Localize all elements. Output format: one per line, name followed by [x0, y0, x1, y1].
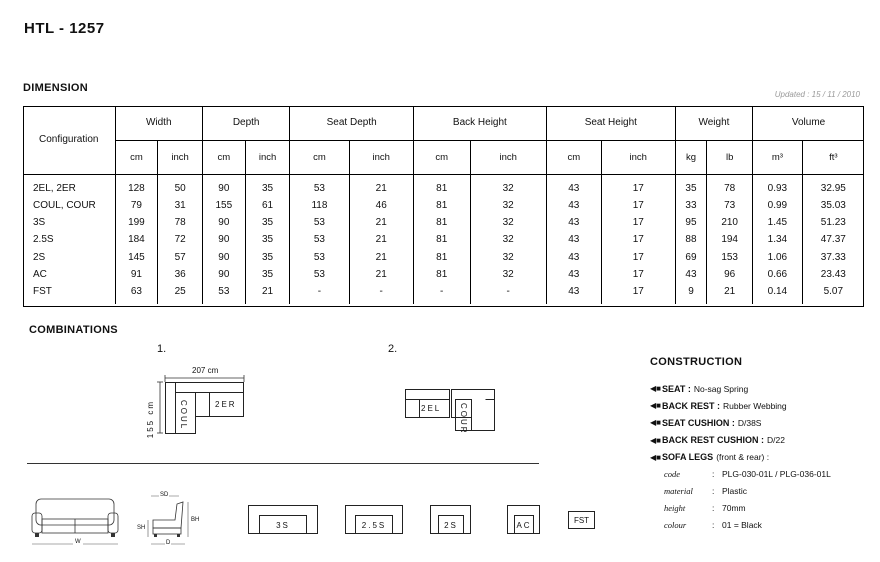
- value-cell: -: [470, 283, 546, 304]
- value-cell: 53: [290, 231, 349, 248]
- module-2-5s: 2.5S: [345, 505, 403, 534]
- arrow-bullet-icon: ◀■: [650, 452, 661, 462]
- combo1-right-module: 2ER: [215, 400, 237, 409]
- config-cell: AC: [23, 266, 115, 283]
- dimension-heading: DIMENSION: [23, 82, 89, 94]
- value-cell: 43: [546, 266, 601, 283]
- side-d-label: D: [166, 540, 171, 546]
- combo2-number: 2.: [388, 343, 398, 355]
- unit-header: cm: [290, 140, 349, 174]
- value-cell: 43: [546, 214, 601, 231]
- divider: [27, 463, 539, 464]
- value-cell: 90: [202, 266, 245, 283]
- leg-spec-value: PLG-030-01L / PLG-036-01L: [722, 469, 831, 480]
- value-cell: 53: [202, 283, 245, 304]
- value-cell: 35.03: [820, 200, 846, 212]
- config-cell: 2S: [23, 249, 115, 266]
- value-cell: 32: [470, 266, 546, 283]
- value-cell: 36: [158, 266, 203, 283]
- value-cell: 51.23: [820, 217, 846, 229]
- construction-item: [650, 380, 875, 397]
- leg-spec-colon: :: [712, 486, 715, 497]
- unit-header: lb: [707, 140, 753, 174]
- module-fst: FST: [568, 511, 595, 529]
- construction-item: [650, 414, 875, 431]
- value-cell: 194: [707, 231, 753, 248]
- value-cell: -: [413, 283, 470, 304]
- group-header: Seat Depth: [290, 106, 414, 140]
- value-cell: 79: [115, 197, 158, 214]
- value-cell: 35: [245, 174, 290, 197]
- value-cell: 21: [349, 249, 413, 266]
- value-cell: 17: [601, 231, 675, 248]
- value-cell: 37.33: [820, 251, 846, 263]
- side-bh-label: BH: [191, 517, 200, 523]
- value-cell: 145: [115, 249, 158, 266]
- value-cell: 72: [158, 231, 203, 248]
- leg-spec: [650, 483, 875, 500]
- value-cell: 35: [245, 231, 290, 248]
- value-cell: 35: [245, 214, 290, 231]
- value-cell: 21: [349, 231, 413, 248]
- combinations-heading: COMBINATIONS: [29, 324, 118, 336]
- value-cell: 17: [601, 249, 675, 266]
- construction-label: BACK REST :: [662, 400, 720, 411]
- value-cell: 81: [413, 249, 470, 266]
- value-cell: 199: [115, 214, 158, 231]
- construction-value: (front & rear) :: [716, 452, 770, 463]
- unit-header: cm: [202, 140, 245, 174]
- value-cell: 78: [707, 174, 753, 197]
- value-cell: 23.43: [820, 268, 846, 280]
- unit-header: inch: [349, 140, 413, 174]
- combo2-left-module: 2EL: [421, 404, 442, 413]
- value-cell: 9: [675, 283, 706, 304]
- document-title: HTL - 1257: [24, 20, 105, 37]
- value-cell: 210: [707, 214, 753, 231]
- value-cell: 184: [115, 231, 158, 248]
- value-cell: 50: [158, 174, 203, 197]
- value-cell: 33: [675, 197, 706, 214]
- value-cell: 1.45: [753, 214, 803, 231]
- leg-spec-key: colour: [664, 520, 687, 531]
- value-cell: 61: [245, 197, 290, 214]
- value-cell: 153: [707, 249, 753, 266]
- value-cell: 0.14: [753, 283, 803, 304]
- side-sd-label: SD: [160, 492, 169, 498]
- value-cell: 43: [546, 174, 601, 197]
- leg-spec: [650, 517, 875, 534]
- value-cell: 91: [115, 266, 158, 283]
- value-cell: 21: [349, 266, 413, 283]
- value-cell: 81: [413, 231, 470, 248]
- construction-label: SEAT CUSHION :: [662, 417, 735, 428]
- value-cell: 78: [158, 214, 203, 231]
- value-cell: 31: [158, 197, 203, 214]
- combo2-layout: [405, 389, 495, 435]
- combo1-depth-label: 155 cm: [146, 400, 155, 439]
- arrow-bullet-icon: ◀■: [650, 418, 661, 428]
- leg-spec-colon: :: [712, 503, 715, 514]
- value-cell: 81: [413, 266, 470, 283]
- config-cell: COUL, COUR: [23, 197, 115, 214]
- unit-header: inch: [601, 140, 675, 174]
- value-cell: 90: [202, 214, 245, 231]
- table-row: [23, 214, 864, 231]
- table-row: [23, 231, 864, 248]
- construction-value: D/38S: [737, 417, 762, 428]
- unit-header: cm: [115, 140, 158, 174]
- value-cell: 81: [413, 214, 470, 231]
- table-row: [23, 283, 864, 304]
- config-cell: 3S: [23, 214, 115, 231]
- dimension-table: [23, 106, 864, 304]
- config-header: Configuration: [23, 106, 115, 174]
- group-header: Seat Height: [546, 106, 675, 140]
- arrow-bullet-icon: ◀■: [650, 401, 661, 411]
- value-cell: 90: [202, 249, 245, 266]
- value-cell: 57: [158, 249, 203, 266]
- leg-spec-value: 70mm: [722, 503, 746, 514]
- leg-spec-key: code: [664, 469, 681, 480]
- value-cell: 155: [202, 197, 245, 214]
- combo2-right-module: COUR: [459, 403, 468, 435]
- value-cell: 32: [470, 231, 546, 248]
- value-cell: 35: [245, 266, 290, 283]
- config-cell: 2.5S: [23, 231, 115, 248]
- value-cell: 32: [470, 249, 546, 266]
- unit-header: inch: [470, 140, 546, 174]
- value-cell: 53: [290, 249, 349, 266]
- construction-label: SOFA LEGS: [662, 452, 714, 463]
- table-row: [23, 174, 864, 197]
- table-row: [23, 197, 864, 214]
- table-group-header-row: [23, 106, 864, 140]
- unit-header: cm: [413, 140, 470, 174]
- value-cell: 53: [290, 214, 349, 231]
- value-cell: 81: [413, 197, 470, 214]
- value-cell: 81: [413, 174, 470, 197]
- value-cell: 118: [290, 197, 349, 214]
- value-cell: 88: [675, 231, 706, 248]
- group-header: Weight: [675, 106, 752, 140]
- value-cell: 0.99: [753, 197, 803, 214]
- value-cell: 21: [349, 214, 413, 231]
- construction-label: SEAT :: [662, 383, 691, 394]
- side-sh-label: SH: [137, 525, 146, 531]
- value-cell: 43: [546, 197, 601, 214]
- combo1-left-module: COUL: [179, 400, 188, 431]
- value-cell: 1.34: [753, 231, 803, 248]
- group-header: Depth: [202, 106, 289, 140]
- leg-spec-colon: :: [712, 520, 715, 531]
- combo1-layout: [165, 382, 244, 434]
- unit-header: cm: [546, 140, 601, 174]
- value-cell: 0.66: [753, 266, 803, 283]
- table-unit-header-row: [23, 140, 864, 174]
- group-header: Volume: [753, 106, 864, 140]
- module-ac: AC: [507, 505, 540, 534]
- value-cell: 73: [707, 197, 753, 214]
- value-cell: 5.07: [823, 285, 844, 297]
- value-cell: 25: [158, 283, 203, 304]
- config-cell: FST: [23, 283, 115, 304]
- value-cell: -: [349, 283, 413, 304]
- value-cell: 96: [707, 266, 753, 283]
- value-cell: 90: [202, 174, 245, 197]
- value-cell: 43: [546, 249, 601, 266]
- unit-header: inch: [158, 140, 203, 174]
- value-cell: 35: [675, 174, 706, 197]
- value-cell: 46: [349, 197, 413, 214]
- value-cell: 43: [546, 283, 601, 304]
- unit-header: kg: [675, 140, 706, 174]
- construction-item: [650, 397, 875, 414]
- leg-spec-key: height: [664, 503, 686, 514]
- value-cell: 32: [470, 214, 546, 231]
- arrow-bullet-icon: ◀■: [650, 384, 661, 394]
- value-cell: 43: [546, 231, 601, 248]
- value-cell: 43: [675, 266, 706, 283]
- value-cell: 63: [115, 283, 158, 304]
- module-3s: 3S: [248, 505, 318, 534]
- value-cell: 95: [675, 214, 706, 231]
- construction-value: No-sag Spring: [693, 383, 749, 394]
- leg-spec-value: Plastic: [722, 486, 748, 497]
- value-cell: 21: [707, 283, 753, 304]
- value-cell: 21: [349, 174, 413, 197]
- value-cell: 0.93: [753, 174, 803, 197]
- value-cell: 17: [601, 174, 675, 197]
- module-2s: 2S: [430, 505, 471, 534]
- value-cell: 47.37: [820, 234, 846, 246]
- group-header: Width: [115, 106, 202, 140]
- table-row: [23, 249, 864, 266]
- leg-spec-colon: :: [712, 469, 715, 480]
- value-cell: 35: [245, 249, 290, 266]
- front-width-label: W: [75, 539, 81, 545]
- leg-spec: [650, 500, 875, 517]
- construction-item: [650, 449, 875, 466]
- value-cell: 17: [601, 197, 675, 214]
- leg-spec-key: material: [664, 486, 693, 497]
- value-cell: 1.06: [753, 249, 803, 266]
- updated-date: Updated : 15 / 11 / 2010: [774, 90, 860, 99]
- leg-spec: [650, 466, 875, 483]
- unit-header: m³: [753, 140, 803, 174]
- value-cell: 90: [202, 231, 245, 248]
- value-cell: 32.95: [820, 183, 846, 195]
- value-cell: 32: [470, 174, 546, 197]
- construction-value: Rubber Webbing: [723, 400, 787, 411]
- table-row: [23, 266, 864, 283]
- construction-item: [650, 432, 875, 449]
- group-header: Back Height: [413, 106, 546, 140]
- value-cell: 17: [601, 283, 675, 304]
- construction-label: BACK REST CUSHION :: [662, 435, 765, 446]
- unit-header: inch: [245, 140, 290, 174]
- combo1-width-label: 207 cm: [192, 366, 219, 375]
- config-cell: 2EL, 2ER: [23, 174, 115, 197]
- value-cell: 69: [675, 249, 706, 266]
- combo1-number: 1.: [157, 343, 167, 355]
- value-cell: -: [290, 283, 349, 304]
- leg-spec-value: 01 = Black: [722, 520, 762, 531]
- value-cell: 21: [245, 283, 290, 304]
- value-cell: 128: [115, 174, 158, 197]
- value-cell: 32: [470, 197, 546, 214]
- value-cell: 17: [601, 214, 675, 231]
- construction-value: D/22: [767, 435, 785, 446]
- construction-heading: CONSTRUCTION: [650, 356, 743, 368]
- value-cell: 53: [290, 174, 349, 197]
- value-cell: 53: [290, 266, 349, 283]
- value-cell: 17: [601, 266, 675, 283]
- unit-header: ft³: [802, 140, 864, 174]
- arrow-bullet-icon: ◀■: [650, 435, 661, 445]
- construction-panel: [650, 356, 875, 534]
